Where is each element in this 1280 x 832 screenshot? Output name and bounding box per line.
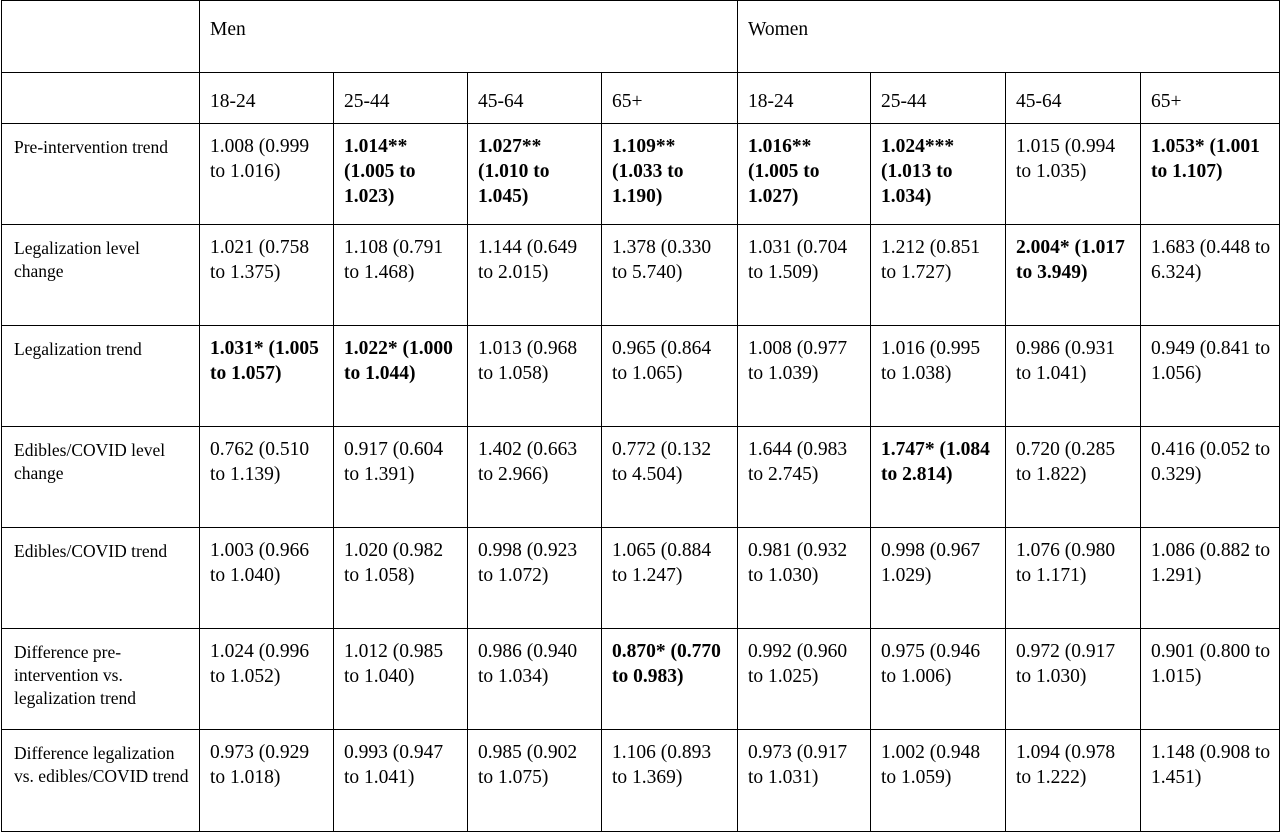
group-header-men: Men xyxy=(200,1,738,73)
table-cell: 0.720 (0.285 to 1.822) xyxy=(1006,427,1141,528)
table-cell: 1.013 (0.968 to 1.058) xyxy=(468,326,602,427)
table-cell: 1.027** (1.010 to 1.045) xyxy=(468,124,602,225)
group-header-women: Women xyxy=(738,1,1280,73)
table-cell: 1.144 (0.649 to 2.015) xyxy=(468,225,602,326)
table-cell: 1.094 (0.978 to 1.222) xyxy=(1006,730,1141,832)
table-cell: 0.981 (0.932 to 1.030) xyxy=(738,528,871,629)
table-cell: 0.973 (0.917 to 1.031) xyxy=(738,730,871,832)
row-label: Difference legalization vs. edibles/COVID trend xyxy=(2,730,200,832)
table-row xyxy=(2,730,1280,832)
table-cell: 0.975 (0.946 to 1.006) xyxy=(871,629,1006,730)
table-cell: 0.992 (0.960 to 1.025) xyxy=(738,629,871,730)
table-row xyxy=(2,427,1280,528)
table-cell: 1.008 (0.977 to 1.039) xyxy=(738,326,871,427)
row-label: Difference pre-intervention vs. legalization trend xyxy=(2,629,200,730)
corner-cell xyxy=(2,1,200,73)
age-header-men-65-plus: 65+ xyxy=(602,73,738,124)
table-row xyxy=(2,124,1280,225)
table-cell: 0.986 (0.940 to 1.034) xyxy=(468,629,602,730)
row-label: Legalization trend xyxy=(2,326,200,427)
age-header-women-25-44: 25-44 xyxy=(871,73,1006,124)
table-cell: 1.024*** (1.013 to 1.034) xyxy=(871,124,1006,225)
table-cell: 1.002 (0.948 to 1.059) xyxy=(871,730,1006,832)
table-cell: 1.212 (0.851 to 1.727) xyxy=(871,225,1006,326)
row-label: Legalization level change xyxy=(2,225,200,326)
table-cell: 1.108 (0.791 to 1.468) xyxy=(334,225,468,326)
age-header-men-45-64: 45-64 xyxy=(468,73,602,124)
table-row xyxy=(2,528,1280,629)
table-cell: 0.772 (0.132 to 4.504) xyxy=(602,427,738,528)
row-label: Edibles/COVID level change xyxy=(2,427,200,528)
table-cell: 1.053* (1.001 to 1.107) xyxy=(1141,124,1280,225)
age-header-men-18-24: 18-24 xyxy=(200,73,334,124)
age-header-women-65-plus: 65+ xyxy=(1141,73,1280,124)
table-cell: 1.683 (0.448 to 6.324) xyxy=(1141,225,1280,326)
table-cell: 1.016** (1.005 to 1.027) xyxy=(738,124,871,225)
table-cell: 0.762 (0.510 to 1.139) xyxy=(200,427,334,528)
table-cell: 0.901 (0.800 to 1.015) xyxy=(1141,629,1280,730)
age-header-corner xyxy=(2,73,200,124)
table-cell: 1.031* (1.005 to 1.057) xyxy=(200,326,334,427)
age-header-men-25-44: 25-44 xyxy=(334,73,468,124)
table-cell: 0.949 (0.841 to 1.056) xyxy=(1141,326,1280,427)
table-cell: 0.416 (0.052 to 0.329) xyxy=(1141,427,1280,528)
age-header-women-18-24: 18-24 xyxy=(738,73,871,124)
table-cell: 0.972 (0.917 to 1.030) xyxy=(1006,629,1141,730)
table-cell: 1.378 (0.330 to 5.740) xyxy=(602,225,738,326)
table-cell: 1.020 (0.982 to 1.058) xyxy=(334,528,468,629)
group-header-row xyxy=(2,1,1280,73)
table-cell: 1.003 (0.966 to 1.040) xyxy=(200,528,334,629)
table-cell: 1.031 (0.704 to 1.509) xyxy=(738,225,871,326)
table-cell: 2.004* (1.017 to 3.949) xyxy=(1006,225,1141,326)
table-cell: 1.065 (0.884 to 1.247) xyxy=(602,528,738,629)
table-cell: 0.870* (0.770 to 0.983) xyxy=(602,629,738,730)
table-cell: 0.973 (0.929 to 1.018) xyxy=(200,730,334,832)
table-row xyxy=(2,629,1280,730)
table-cell: 0.993 (0.947 to 1.041) xyxy=(334,730,468,832)
table-cell: 1.012 (0.985 to 1.040) xyxy=(334,629,468,730)
table-cell: 1.086 (0.882 to 1.291) xyxy=(1141,528,1280,629)
table-cell: 1.747* (1.084 to 2.814) xyxy=(871,427,1006,528)
age-header-women-45-64: 45-64 xyxy=(1006,73,1141,124)
table-cell: 0.986 (0.931 to 1.041) xyxy=(1006,326,1141,427)
table-cell: 1.021 (0.758 to 1.375) xyxy=(200,225,334,326)
row-label: Edibles/COVID trend xyxy=(2,528,200,629)
table-cell: 0.998 (0.967 1.029) xyxy=(871,528,1006,629)
table-cell: 1.014** (1.005 to 1.023) xyxy=(334,124,468,225)
table-cell: 0.985 (0.902 to 1.075) xyxy=(468,730,602,832)
table-cell: 1.106 (0.893 to 1.369) xyxy=(602,730,738,832)
table-row xyxy=(2,326,1280,427)
table-cell: 1.024 (0.996 to 1.052) xyxy=(200,629,334,730)
table-cell: 1.148 (0.908 to 1.451) xyxy=(1141,730,1280,832)
table-cell: 1.008 (0.999 to 1.016) xyxy=(200,124,334,225)
table-row xyxy=(2,225,1280,326)
row-label: Pre-intervention trend xyxy=(2,124,200,225)
table-cell: 1.015 (0.994 to 1.035) xyxy=(1006,124,1141,225)
table-cell: 1.402 (0.663 to 2.966) xyxy=(468,427,602,528)
table-cell: 0.917 (0.604 to 1.391) xyxy=(334,427,468,528)
table-cell: 1.109** (1.033 to 1.190) xyxy=(602,124,738,225)
table-cell: 1.644 (0.983 to 2.745) xyxy=(738,427,871,528)
table-cell: 1.076 (0.980 to 1.171) xyxy=(1006,528,1141,629)
age-header-row xyxy=(2,73,1280,124)
results-table xyxy=(1,0,1280,832)
table-cell: 1.022* (1.000 to 1.044) xyxy=(334,326,468,427)
table-cell: 1.016 (0.995 to 1.038) xyxy=(871,326,1006,427)
table-cell: 0.965 (0.864 to 1.065) xyxy=(602,326,738,427)
table-cell: 0.998 (0.923 to 1.072) xyxy=(468,528,602,629)
